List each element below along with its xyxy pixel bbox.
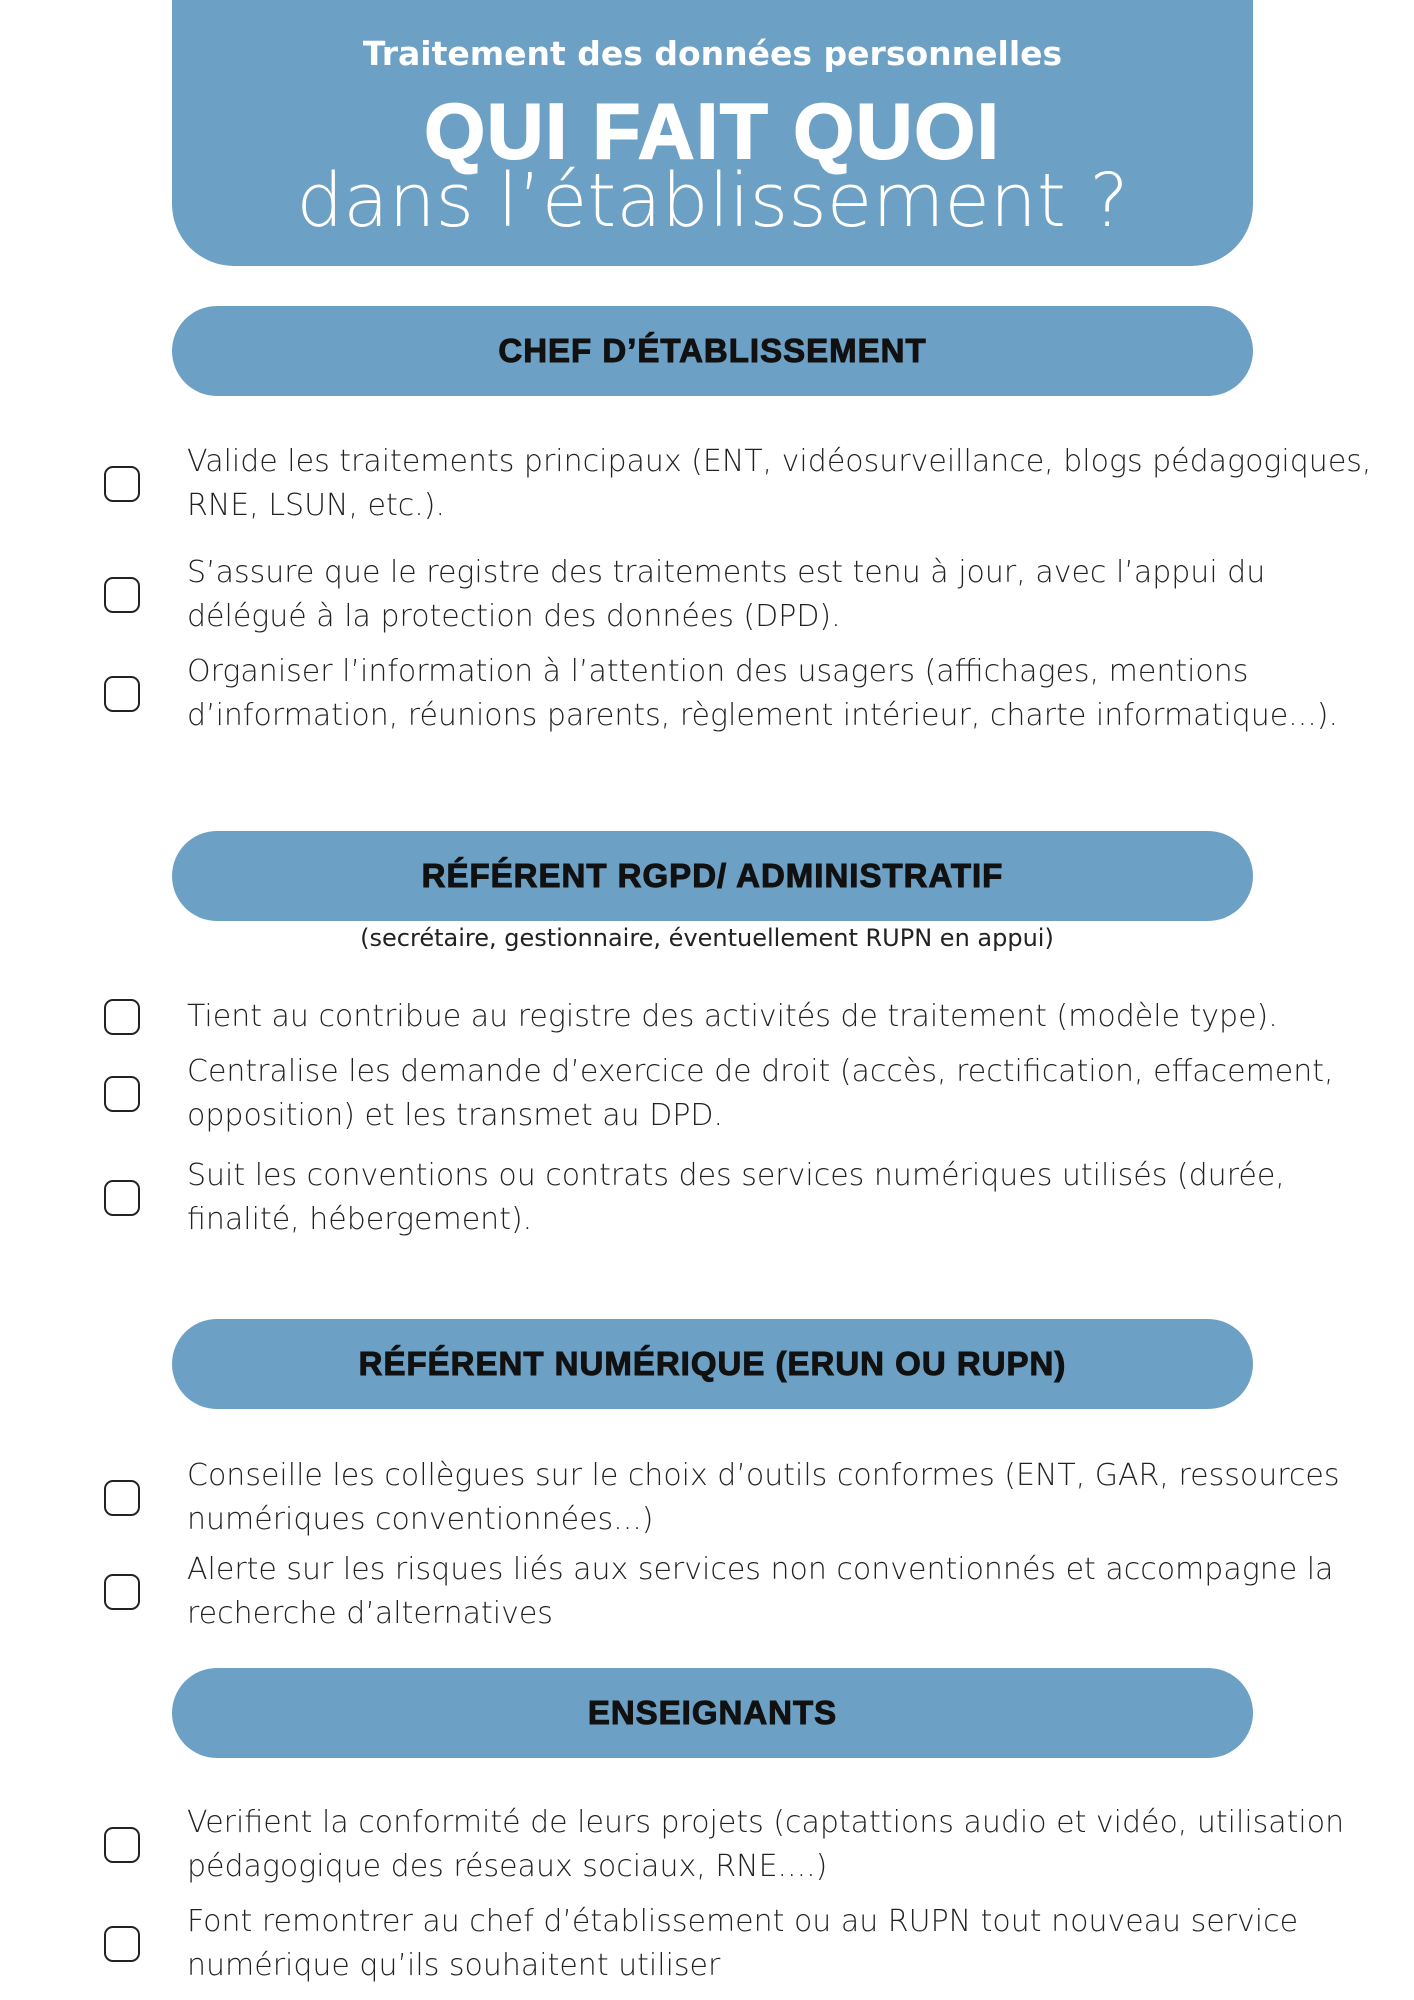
- checkbox[interactable]: [104, 676, 140, 712]
- section-note: (secrétaire, gestionnaire, éventuellement RUPN en appui): [360, 924, 1054, 952]
- checklist-item: [104, 995, 1374, 1039]
- section-header-referent-rgpd: RÉFÉRENT RGPD/ ADMINISTRATIF: [172, 831, 1253, 921]
- header-subtitle: Traitement des données personnelles: [362, 34, 1063, 73]
- checkbox[interactable]: [104, 577, 140, 613]
- header-banner: [172, 0, 1253, 266]
- checkbox[interactable]: [104, 1827, 140, 1863]
- checklist-item: [104, 1454, 1374, 1542]
- checkbox[interactable]: [104, 1076, 140, 1112]
- checklist-item: [104, 1154, 1374, 1242]
- item-text: Organiser l’information à l’attention des usagers (affichages, mentions d’information, réunions parents, règlement intérieur, charte informatique...).: [187, 654, 1339, 733]
- item-text: Tient au contribue au registre des activités de traitement (modèle type).: [187, 999, 1278, 1034]
- checklist-item: [104, 1801, 1374, 1889]
- item-text: Font remontrer au chef d’établissement ou au RUPN tout nouveau service numérique qu’ils souhaitent utiliser: [187, 1904, 1299, 1983]
- header-title: QUI FAIT QUOI: [424, 87, 1001, 175]
- item-text: Valide les traitements principaux (ENT, vidéosurveillance, blogs pédagogiques, RNE, LSUN, etc.).: [187, 444, 1372, 523]
- checklist-item: [104, 1900, 1374, 1988]
- checklist-item: [104, 551, 1374, 639]
- checkbox[interactable]: [104, 1180, 140, 1216]
- item-text: S’assure que le registre des traitements est tenu à jour, avec l’appui du délégué à la protection des données (DPD).: [187, 555, 1266, 634]
- section-header-chef: CHEF D’ÉTABLISSEMENT: [172, 306, 1253, 396]
- checklist-item: [104, 1050, 1374, 1138]
- checkbox[interactable]: [104, 1574, 140, 1610]
- item-text: Alerte sur les risques liés aux services non conventionnés et accompagne la recherche d’alternatives: [187, 1552, 1334, 1631]
- item-text: Verifient la conformité de leurs projets (captattions audio et vidéo, utilisation pédagogique des réseaux sociaux, RNE....): [187, 1805, 1345, 1884]
- checkbox[interactable]: [104, 1480, 140, 1516]
- checklist-item: [104, 440, 1374, 528]
- checkbox[interactable]: [104, 999, 140, 1035]
- item-text: Centralise les demande d’exercice de droit (accès, rectification, effacement, opposition) et les transmet au DPD.: [187, 1054, 1334, 1133]
- checkbox[interactable]: [104, 1926, 140, 1962]
- header-line: dans l’établissement ?: [296, 158, 1129, 244]
- section-header-enseignants: ENSEIGNANTS: [172, 1668, 1253, 1758]
- checkbox[interactable]: [104, 466, 140, 502]
- item-text: Suit les conventions ou contrats des services numériques utilisés (durée, finalité, hébergement).: [187, 1158, 1285, 1237]
- item-text: Conseille les collègues sur le choix d’outils conformes (ENT, GAR, ressources numériques conventionnées...): [187, 1458, 1340, 1537]
- checklist-item: [104, 650, 1374, 738]
- checklist-item: [104, 1548, 1374, 1636]
- section-header-referent-numerique: RÉFÉRENT NUMÉRIQUE (ERUN OU RUPN): [172, 1319, 1253, 1409]
